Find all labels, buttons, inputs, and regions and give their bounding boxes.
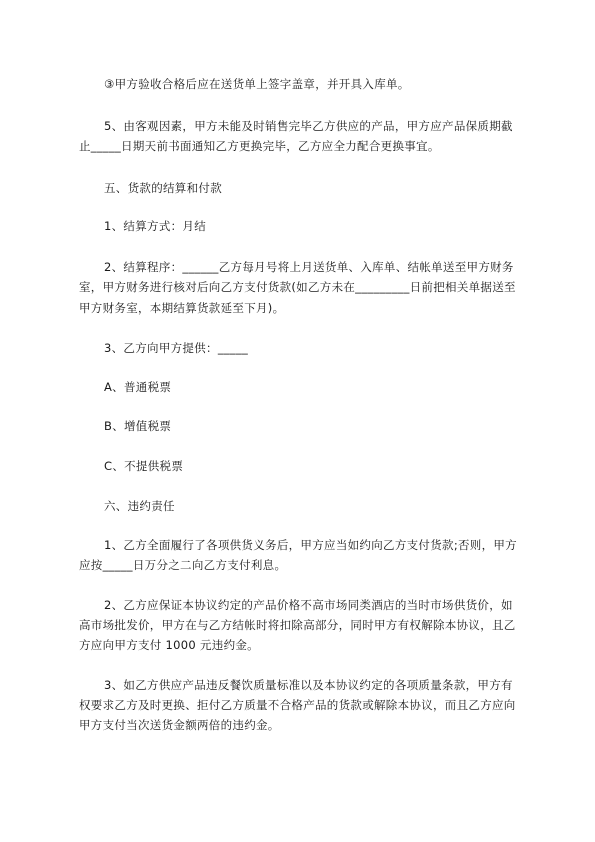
option-a: A、普通税票 [104,380,172,394]
option-c: C、不提供税票 [104,459,184,473]
paragraph-5-line-1: 5、由客观因素，甲方未能及时销售完毕乙方供应的产品，甲方应产品保质期截 [104,119,513,133]
paragraph-invoice-provision: 3、乙方向甲方提供：_____ [104,341,249,355]
paragraph-5-line-2: 止_____日期天前书面通知乙方更换完毕，乙方应全力配合更换事宜。 [79,139,440,153]
option-b: B、增值税票 [104,419,172,433]
section-heading-5: 五、货款的结算和付款 [104,181,222,195]
paragraph-settlement-procedure-line-1: 2、结算程序：______乙方每月号将上月送货单、入库单、结帐单送至甲方财务 [104,260,514,274]
paragraph-breach-2-line-1: 2、乙方应保证本协议约定的产品价格不高市场同类酒店的当时市场供货价，如 [104,598,513,612]
paragraph-breach-2-line-3: 方应向甲方支付 1000 元违约金。 [79,638,259,652]
paragraph-breach-3-line-1: 3、如乙方供应产品违反餐饮质量标准以及本协议约定的各项质量条款，甲方有 [104,678,513,692]
paragraph-settlement-procedure-line-3: 甲方财务室，本期结算货款延至下月)。 [79,301,285,315]
paragraph-breach-1-line-2: 应按_____日万分之二向乙方支付利息。 [79,558,287,572]
paragraph-breach-3-line-2: 权要求乙方及时更换、拒付乙方质量不合格产品的货款或解除本协议，而且乙方应向 [79,698,516,712]
paragraph-acceptance-signing: ③甲方验收合格后应在送货单上签字盖章，并开具入库单。 [104,77,410,91]
paragraph-breach-1-line-1: 1、乙方全面履行了各项供货义务后，甲方应当如约向乙方支付货款;否则，甲方 [104,538,517,552]
paragraph-settlement-procedure-line-2: 室，甲方财务进行核对后向乙方支付货款(如乙方未在_________日前把相关单据送至 [79,280,516,294]
paragraph-breach-3-line-3: 甲方支付当次送货金额两倍的违约金。 [79,718,280,732]
paragraph-settlement-method: 1、结算方式：月结 [104,219,207,233]
section-heading-6: 六、违约责任 [104,499,175,513]
paragraph-breach-2-line-2: 高市场批发价，甲方在与乙方结帐时将扣除高部分，同时甲方有权解除本协议，且乙 [79,618,516,632]
